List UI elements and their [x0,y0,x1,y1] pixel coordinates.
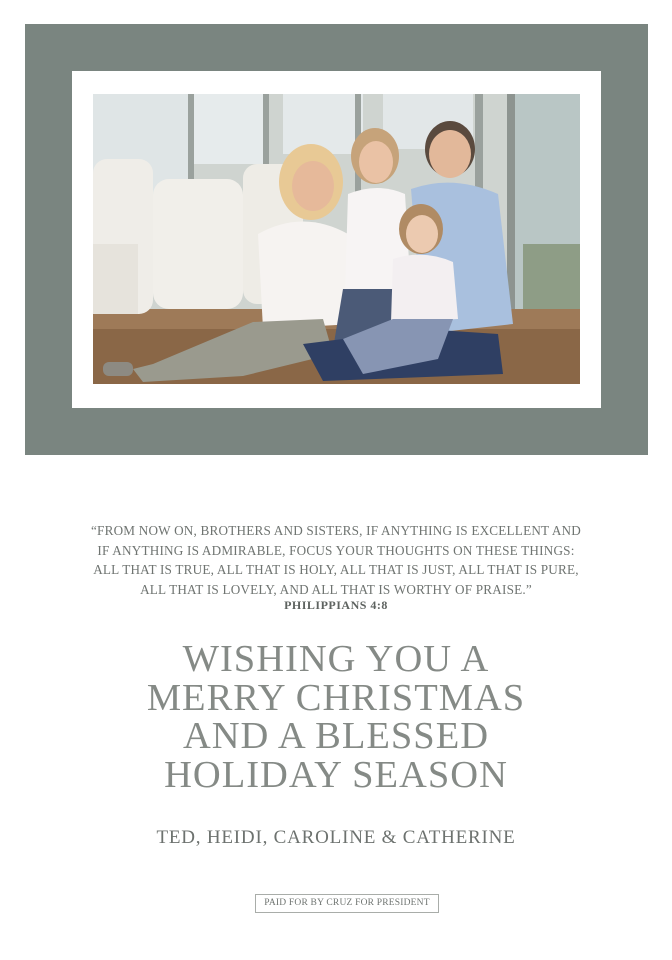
photo-mat [72,71,601,408]
greeting-line: HOLIDAY SEASON [164,753,508,796]
paid-for-disclaimer: PAID FOR BY CRUZ FOR PRESIDENT [255,894,439,913]
verse-line: IF ANYTHING IS ADMIRABLE, FOCUS YOUR THOUGHTS ON THESE THINGS: [97,542,575,558]
verse-reference: PHILIPPIANS 4:8 [284,598,388,612]
holiday-greeting [40,640,632,794]
verse-line: ALL THAT IS TRUE, ALL THAT IS HOLY, ALL THAT IS JUST, ALL THAT IS PURE, [93,562,579,578]
greeting-line: AND A BLESSED [182,715,490,757]
family-photo [93,94,580,384]
greeting-line: WISHING YOU A [182,638,490,680]
scripture-verse [40,521,632,599]
family-signature: TED, HEIDI, CAROLINE & CATHERINE [156,827,516,848]
greeting-line: MERRY CHRISTMAS [146,676,526,719]
verse-line: “FROM NOW ON, BROTHERS AND SISTERS, IF ANYTHING IS EXCELLENT AND [90,523,581,538]
photo-frame-band [25,24,648,455]
family-photo-illustration [93,94,580,384]
verse-line: ALL THAT IS LOVELY, AND ALL THAT IS WORTHY OF PRAISE.” [140,581,532,597]
